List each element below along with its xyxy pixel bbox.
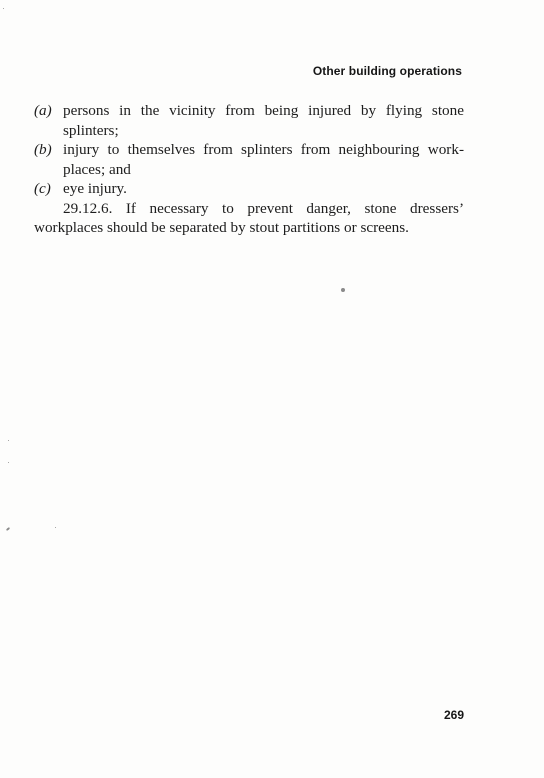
list-marker: (a) (34, 102, 52, 119)
paragraph-line: workplaces should be separated by stout partitions or screens. (34, 219, 409, 236)
page-number: 269 (443, 708, 464, 722)
list-item-b (34, 140, 464, 179)
list-item-c (34, 179, 464, 199)
scan-speck (6, 527, 10, 531)
list-item-a (34, 101, 464, 140)
list-item-text-line: injury to themselves from splinters from neighbouring work- (63, 141, 464, 158)
scan-speck (3, 8, 4, 9)
list-item-text-line: persons in the vicinity from being injured by flying stone (63, 102, 464, 119)
list-item-text-line: places; and (63, 160, 131, 178)
list-item-text-line: splinters; (63, 121, 119, 139)
paragraph-29-12-6 (34, 199, 464, 238)
body-text (34, 101, 464, 238)
scan-speck (341, 288, 345, 292)
list-item-text-line: eye injury. (63, 180, 127, 197)
running-head: Other building operations (312, 64, 462, 78)
scan-speck (8, 440, 9, 441)
scan-speck (55, 527, 56, 528)
list-marker: (c) (34, 180, 51, 197)
paragraph-line: 29.12.6. If necessary to prevent danger, stone dressers’ (63, 199, 464, 217)
scan-speck (8, 462, 9, 463)
list-marker: (b) (34, 141, 52, 158)
